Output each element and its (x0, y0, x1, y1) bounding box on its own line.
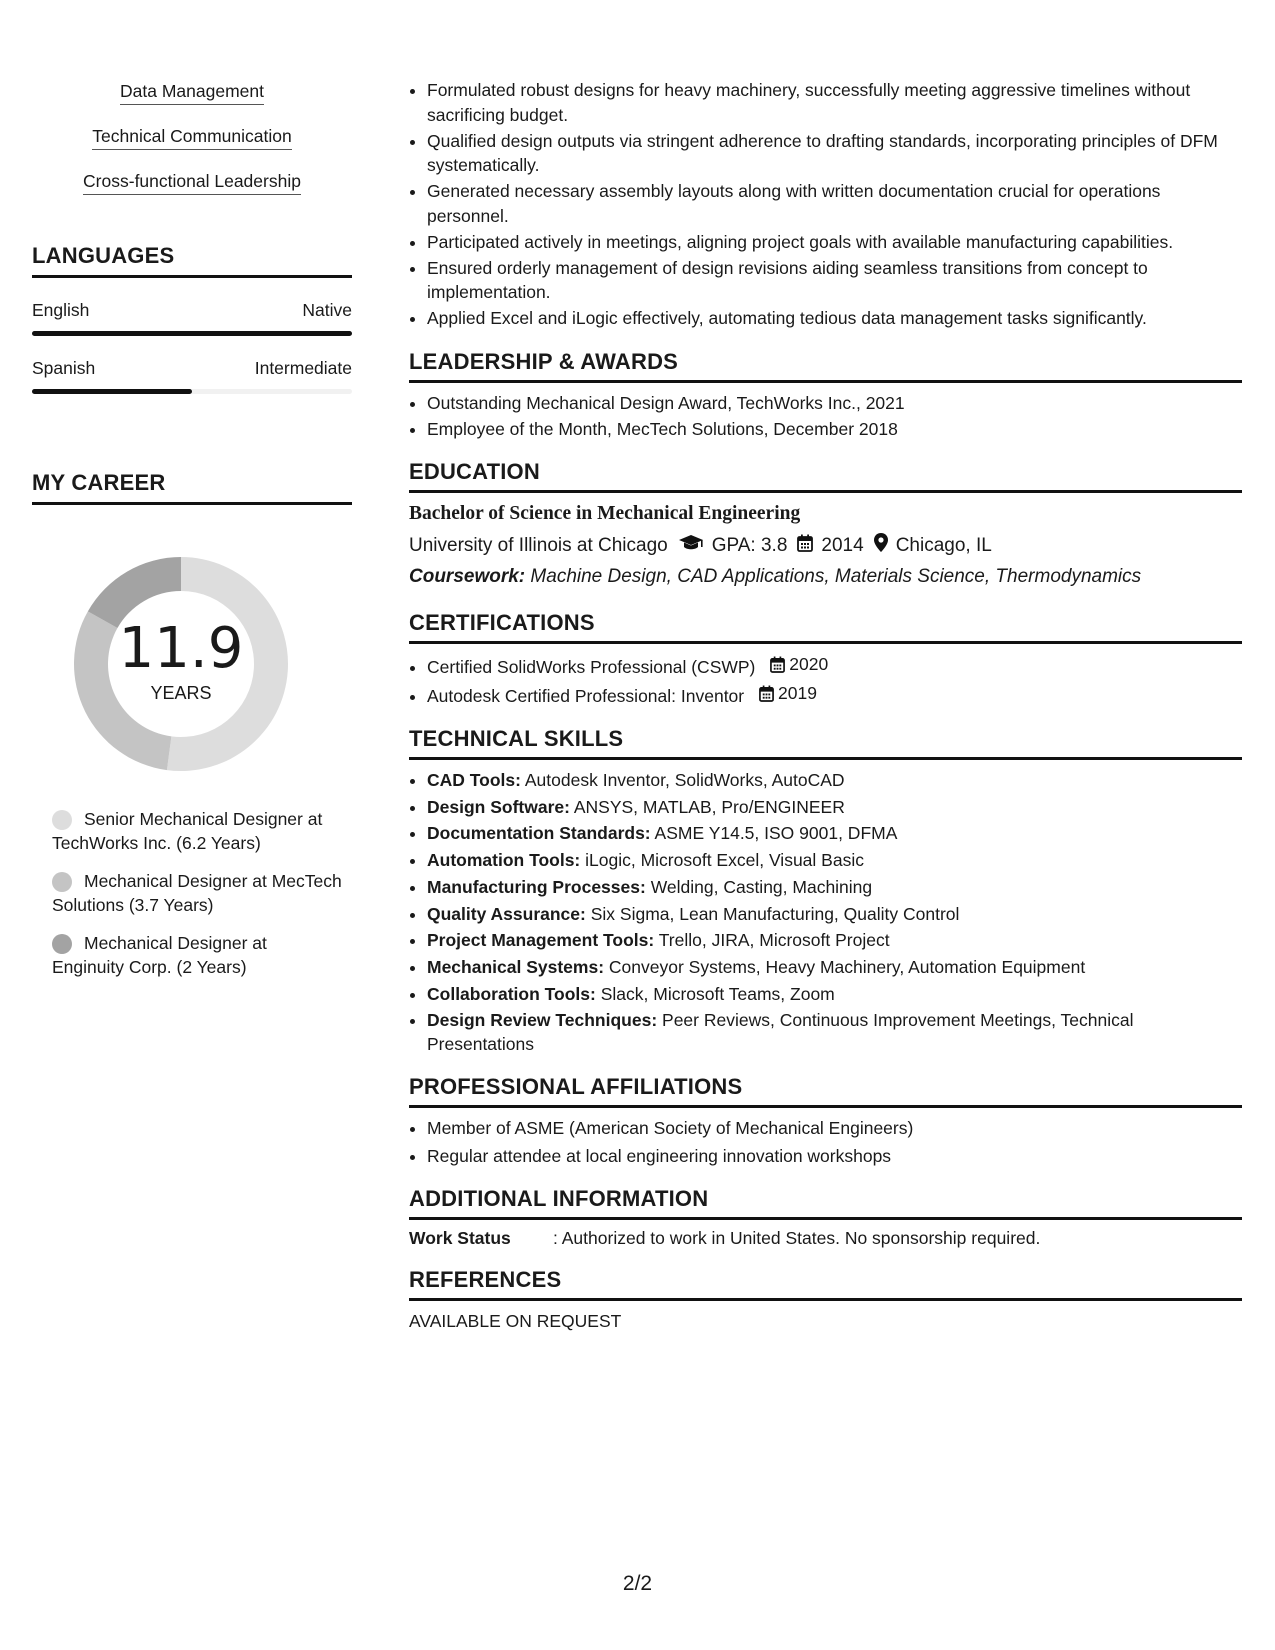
language-name: English (32, 300, 90, 320)
experience-bullet: • Participated actively in meetings, aligning project goals with available manufacturing capabilities. (427, 230, 1242, 255)
coursework (409, 566, 1242, 588)
skill-category: Quality Assurance: (427, 903, 586, 924)
career-legend-item (52, 869, 342, 917)
coursework-label: Coursework: (409, 566, 526, 587)
affiliation-item: • Regular attendee at local engineering innovation workshops (427, 1144, 1242, 1169)
skill-values: iLogic, Microsoft Excel, Visual Basic (585, 850, 864, 871)
gpa: GPA: 3.8 (711, 534, 788, 556)
skill-values: ASME Y14.5, ISO 9001, DFMA (654, 823, 898, 844)
technical-skill-item (427, 928, 1242, 954)
skill-tag: Data Management (120, 80, 264, 105)
certification-item (427, 681, 1242, 708)
school-location: Chicago, IL (895, 534, 992, 556)
affiliation-item: • Member of ASME (American Society of Mechanical Engineers) (427, 1116, 1242, 1141)
soft-skills-list (32, 80, 352, 215)
work-status-label: Work Status (409, 1228, 511, 1249)
career-legend-label: Mechanical Designer at Enginuity Corp. (2 Years) (52, 933, 267, 977)
location-pin-icon (874, 533, 888, 558)
skill-values: Autodesk Inventor, SolidWorks, AutoCAD (524, 770, 845, 790)
skill-values: Conveyor Systems, Heavy Machinery, Automation Equipment (608, 956, 1086, 977)
skill-category: Automation Tools: (427, 850, 581, 871)
technical-skill-item (427, 875, 1242, 901)
skill-values: Welding, Casting, Machining (650, 876, 873, 897)
skill-category: Design Review Techniques: (427, 1010, 658, 1031)
language-proficiency-fill (32, 331, 352, 336)
skill-category: Collaboration Tools: (427, 983, 596, 1004)
skill-tag: Technical Communication (92, 125, 291, 150)
skill-category: Manufacturing Processes: (427, 876, 646, 897)
language-proficiency-bar (32, 389, 352, 394)
graduation-year: 2014 (821, 534, 864, 556)
certifications-list (409, 652, 1242, 708)
skill-category: Mechanical Systems: (427, 956, 605, 977)
language-proficiency-fill (32, 389, 192, 394)
experience-bullet: • Generated necessary assembly layouts along with written documentation crucial for operations personnel. (427, 179, 1242, 228)
award-item: • Employee of the Month, MecTech Solutions, December 2018 (427, 417, 1242, 442)
career-heading: MY CAREER (32, 470, 352, 505)
experience-bullet: • Ensured orderly management of design revisions aiding seamless transitions from concept to implementation. (427, 256, 1242, 305)
calendar-icon (797, 534, 813, 558)
work-status-value: : Authorized to work in United States. No sponsorship required. (553, 1228, 1041, 1249)
skill-category: Documentation Standards: (427, 823, 651, 844)
career-legend-item (52, 931, 342, 979)
certification-name: Autodesk Certified Professional: Inventor (427, 685, 745, 706)
skill-values: Six Sigma, Lean Manufacturing, Quality Control (590, 903, 960, 924)
technical-skills-list (409, 768, 1242, 1056)
technical-skill-item (427, 768, 1242, 794)
page-number: 2/2 (622, 1572, 653, 1595)
sidebar (32, 80, 352, 993)
language-name: Spanish (32, 358, 96, 378)
technical-skill-item (427, 955, 1242, 981)
technical-skill-item (427, 848, 1242, 874)
skill-tag: Cross-functional Leadership (83, 170, 301, 195)
experience-bullets (409, 78, 1242, 331)
certifications-heading: CERTIFICATIONS (409, 610, 1242, 644)
skill-category: Design Software: (427, 796, 570, 817)
technical-skill-item (427, 1008, 1242, 1056)
language-english (32, 300, 352, 336)
skill-values: Trello, JIRA, Microsoft Project (658, 930, 890, 951)
work-status-row (409, 1228, 1242, 1249)
certification-year: 2019 (778, 682, 817, 703)
language-proficiency-bar (32, 331, 352, 336)
degree-title: Bachelor of Science in Mechanical Engineering (409, 503, 801, 524)
calendar-icon (759, 685, 774, 702)
technical-skill-item (427, 795, 1242, 821)
language-spanish (32, 358, 352, 394)
leadership-heading: LEADERSHIP & AWARDS (409, 349, 1242, 383)
additional-info-heading: ADDITIONAL INFORMATION (409, 1186, 1242, 1220)
certification-year: 2020 (789, 654, 829, 674)
technical-skill-item (427, 982, 1242, 1008)
technical-skill-item (427, 821, 1242, 847)
skill-values: Peer Reviews, Continuous Improvement Meetings, Technical Presentations (427, 1010, 1134, 1055)
language-level: Intermediate (254, 358, 352, 378)
career-donut-chart (66, 549, 296, 779)
experience-bullet: • Formulated robust designs for heavy machinery, successfully meeting aggressive timelines without sacrificing budget. (427, 78, 1242, 127)
calendar-icon (770, 656, 785, 673)
certification-item (427, 652, 1242, 679)
skill-values: Slack, Microsoft Teams, Zoom (600, 983, 835, 1004)
total-years-label: YEARS (150, 683, 212, 703)
skill-values: ANSYS, MATLAB, Pro/ENGINEER (573, 796, 845, 817)
legend-swatch (52, 810, 72, 830)
award-item: • Outstanding Mechanical Design Award, TechWorks Inc., 2021 (427, 391, 1242, 416)
references-text: AVAILABLE ON REQUEST (409, 1311, 622, 1332)
affiliations-heading: PROFESSIONAL AFFILIATIONS (409, 1074, 1242, 1108)
experience-bullet: • Qualified design outputs via stringent adherence to drafting standards, incorporating principles of DFM systematically. (427, 129, 1242, 178)
certification-name: Certified SolidWorks Professional (CSWP) (427, 656, 756, 677)
career-legend-label: Senior Mechanical Designer at TechWorks Inc. (6.2 Years) (52, 809, 323, 853)
legend-swatch (52, 934, 72, 954)
languages-heading: LANGUAGES (32, 243, 352, 278)
affiliations-list (409, 1116, 1242, 1168)
leadership-list (409, 391, 1242, 442)
career-legend-label: Mechanical Designer at MecTech Solutions (3.7 Years) (52, 871, 342, 915)
total-years-value: 11.9 (118, 616, 244, 681)
education-heading: EDUCATION (409, 459, 1242, 493)
experience-bullet: • Applied Excel and iLogic effectively, automating tedious data management tasks significantly. (427, 306, 1242, 331)
school-name: University of Illinois at Chicago (409, 534, 668, 556)
references-heading: REFERENCES (409, 1267, 1242, 1301)
skill-category: Project Management Tools: (427, 930, 655, 951)
career-legend-item (52, 807, 342, 855)
technical-skills-heading: TECHNICAL SKILLS (409, 726, 1242, 760)
legend-swatch (52, 872, 72, 892)
technical-skill-item (427, 902, 1242, 928)
language-level: Native (302, 300, 352, 320)
graduation-cap-icon (678, 534, 704, 558)
education-meta (409, 533, 1242, 558)
main-content (409, 78, 1242, 1332)
coursework-list: Machine Design, CAD Applications, Materials Science, Thermodynamics (530, 566, 1142, 587)
career-legend (32, 807, 342, 979)
skill-category: CAD Tools: (427, 770, 521, 790)
